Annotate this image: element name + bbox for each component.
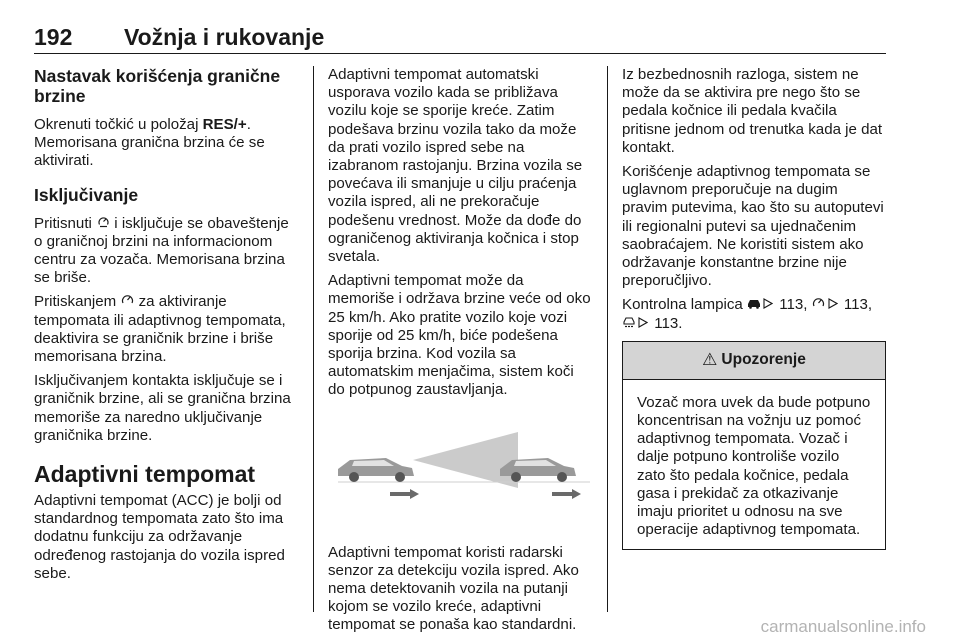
warning-title: Upozorenje [721,351,806,369]
limiter-cancel-icon [96,215,110,233]
heading-acc: Adaptivni tempomat [34,461,256,488]
paragraph-acc: Adaptivni tempomat (ACC) je bolji od standardnog tempomata zato što ima dodatnu funkciju za održavanje određenog rastojanja do vozila ispred sebe. [34,492,285,582]
page-ref-arrow-icon [761,296,775,314]
res-plus-label: RES/+ [202,116,247,133]
paragraph-off-3: Isključivanjem kontakta isključuje se i graničnik brzine, ali se granična brzina memoriše za naredno uključivanje graničnika brzine. [34,372,291,444]
heading-off: Isključivanje [34,184,139,205]
paragraph-recommend: Korišćenje adaptivnog tempomata se uglavnom preporučuje na dugim pravim putevima, kao što su autoputevi ili regionalni putevi sa ujednačenim saobraćajem. Ne koristiti sistem ako održavanje konstantne brzine nije preporučljivo. [622,163,884,290]
heading-continue: Nastavak korišćenja granične brzine [34,66,281,106]
warning-triangle-icon: ⚠ [702,350,718,370]
chapter-title: Vožnja i rukovanje [124,24,325,50]
paragraph-off-1: Pritisnuti i isključuje se obaveštenje o graničnoj brzini na informacionom centru za vozača. Memorisana brzina se briše. [34,214,289,287]
own-car-icon [338,458,414,482]
column-2 [328,66,592,641]
page-ref-arrow-icon [636,315,650,333]
paragraph-acc-speed: Adaptivni tempomat može da memoriše i održava brzine veće od oko 25 km/h. Ako pratite vozilo koje vozi sporije od 25 km/h, biće podešena sporija brzina. Kod vozila sa automatskim menjačima, sistem koči do potpunog zaustavljanja. [328,272,591,399]
watermark: carmanualsonline.info [760,617,926,636]
paragraph-safety: Iz bezbednosnih razloga, sistem ne može da se aktivira pre nego što se pedala kočnice ili pedala kvačila pritisne jednom od trenutka kada je dat kontakt. [622,66,883,156]
page-header [34,24,886,54]
column-divider-2 [607,66,608,612]
paragraph-continue: Okrenuti točkić u položaj RES/+. Memorisana granična brzina će se aktivirati. [34,116,265,170]
paragraph-indicator: Kontrolna lampica 113, 113, 113. [622,296,873,332]
paragraph-acc-desc: Adaptivni tempomat automatski usporava vozilo kada se približava vozilu koje se sporije kreće. Zatim podešava brzinu vozila tako da može da prati vozilo ispred sebe na izabranom rastojanju. Brzina vozila se povećava ili smanjuje u cilju praćenja vozila ispred, ali ne prekoračuje podešenu vrednost. Može da dođe do ograničenog aktiviranja kočnica i stop svetala. [328,66,583,266]
acc-lamp-icon [747,296,761,314]
page-number: 192 [34,24,73,50]
cruise-control-icon [120,293,134,311]
cruise-control-icon [812,296,826,314]
paragraph-off-2: Pritiskanjem za aktiviranje tempomata ili adaptivnog tempomata, deaktivira se graničnik brzine i briše memorisana brzina. [34,293,286,366]
vehicle-ahead-icon [622,315,636,333]
warning-header [623,342,885,380]
vehicle-ahead-car-icon [500,458,576,482]
column-1 [34,66,300,589]
header-rule [34,53,886,54]
page-ref-arrow-icon [826,296,840,314]
column-divider-1 [313,66,314,612]
warning-text: Vozač mora uvek da bude potpuno koncentrisan na vožnju uz pomoć adaptivnog tempomata. Vozač i dalje potpuno kontroliše vozilo zato što pedala kočnice, pedala gasa i prekidač za otkazivanje imaju prioritet u odnosu na sve operacije adaptivnog tempomata. [637,393,871,539]
paragraph-radar: Adaptivni tempomat koristi radarski senzor za detekciju vozila ispred. Ako nema detektovanih vozila na putanji kojom se vozilo kreće, adaptivni tempomat se ponaša kao standardni. [328,543,579,634]
column-3 [622,66,886,550]
radar-illustration [328,414,592,536]
warning-box [622,341,886,551]
